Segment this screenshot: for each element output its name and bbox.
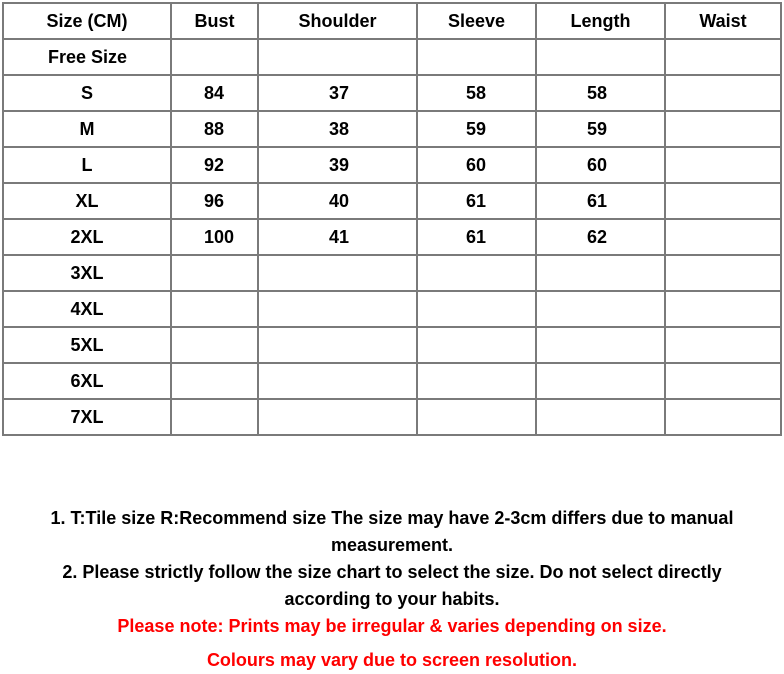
cell-bust: 96 — [171, 183, 258, 219]
cell-waist — [665, 75, 781, 111]
cell-sleeve: 58 — [417, 75, 536, 111]
cell-sleeve — [417, 327, 536, 363]
cell-length: 58 — [536, 75, 665, 111]
cell-shoulder: 38 — [258, 111, 417, 147]
cell-length — [536, 255, 665, 291]
cell-shoulder — [258, 291, 417, 327]
cell-size: M — [3, 111, 171, 147]
table-row — [3, 399, 781, 435]
cell-sleeve — [417, 363, 536, 399]
note-1-line-2: measurement. — [330, 535, 454, 555]
table-row — [3, 147, 781, 183]
table-row — [3, 327, 781, 363]
cell-waist — [665, 255, 781, 291]
cell-size: S — [3, 75, 171, 111]
cell-shoulder — [258, 399, 417, 435]
note-2-line-1: 2. Please strictly follow the size chart to select the size. Do not select directly — [62, 562, 722, 582]
cell-bust: 88 — [171, 111, 258, 147]
cell-sleeve — [417, 255, 536, 291]
header-sleeve: Sleeve — [417, 3, 536, 39]
cell-size: L — [3, 147, 171, 183]
cell-bust: 100 — [171, 219, 258, 255]
cell-bust — [171, 327, 258, 363]
cell-length — [536, 399, 665, 435]
table-row — [3, 75, 781, 111]
cell-shoulder: 40 — [258, 183, 417, 219]
header-bust: Bust — [171, 3, 258, 39]
header-shoulder: Shoulder — [258, 3, 417, 39]
cell-waist — [665, 399, 781, 435]
cell-sleeve: 59 — [417, 111, 536, 147]
cell-waist — [665, 219, 781, 255]
table-row — [3, 255, 781, 291]
table-row — [3, 39, 781, 75]
cell-shoulder — [258, 255, 417, 291]
cell-sleeve — [417, 291, 536, 327]
cell-length: 61 — [536, 183, 665, 219]
cell-shoulder: 41 — [258, 219, 417, 255]
cell-shoulder: 39 — [258, 147, 417, 183]
cell-length: 60 — [536, 147, 665, 183]
cell-bust — [171, 363, 258, 399]
size-chart-table — [2, 2, 782, 436]
cell-shoulder — [258, 363, 417, 399]
cell-sleeve — [417, 39, 536, 75]
prints-warning: Please note: Prints may be irregular & varies depending on size. — [117, 616, 667, 636]
cell-waist — [665, 111, 781, 147]
cell-size: XL — [3, 183, 171, 219]
cell-bust — [171, 39, 258, 75]
cell-length: 62 — [536, 219, 665, 255]
note-1-line-1: 1. T:Tile size R:Recommend size The size may have 2-3cm differs due to manual — [50, 508, 734, 528]
cell-size: 4XL — [3, 291, 171, 327]
cell-shoulder — [258, 327, 417, 363]
cell-sleeve: 61 — [417, 219, 536, 255]
cell-length — [536, 363, 665, 399]
cell-waist — [665, 147, 781, 183]
table-row — [3, 111, 781, 147]
cell-size: 5XL — [3, 327, 171, 363]
cell-waist — [665, 39, 781, 75]
cell-size: 6XL — [3, 363, 171, 399]
table-row — [3, 219, 781, 255]
cell-length — [536, 327, 665, 363]
cell-shoulder: 37 — [258, 75, 417, 111]
table-header-row — [3, 3, 781, 39]
table-row — [3, 363, 781, 399]
cell-size: Free Size — [3, 39, 171, 75]
cell-bust — [171, 399, 258, 435]
header-length: Length — [536, 3, 665, 39]
cell-size: 7XL — [3, 399, 171, 435]
cell-bust — [171, 291, 258, 327]
size-notes — [0, 505, 784, 674]
cell-waist — [665, 327, 781, 363]
cell-sleeve: 61 — [417, 183, 536, 219]
cell-waist — [665, 363, 781, 399]
cell-sleeve — [417, 399, 536, 435]
cell-length — [536, 291, 665, 327]
cell-bust: 84 — [171, 75, 258, 111]
table-row — [3, 291, 781, 327]
cell-waist — [665, 291, 781, 327]
header-waist: Waist — [665, 3, 781, 39]
cell-bust: 92 — [171, 147, 258, 183]
cell-length: 59 — [536, 111, 665, 147]
cell-waist — [665, 183, 781, 219]
cell-shoulder — [258, 39, 417, 75]
cell-length — [536, 39, 665, 75]
cell-sleeve: 60 — [417, 147, 536, 183]
cell-bust — [171, 255, 258, 291]
colours-warning: Colours may vary due to screen resolution. — [206, 650, 578, 670]
cell-size: 2XL — [3, 219, 171, 255]
header-size: Size (CM) — [3, 3, 171, 39]
cell-size: 3XL — [3, 255, 171, 291]
note-2-line-2: according to your habits. — [284, 589, 500, 609]
table-row — [3, 183, 781, 219]
